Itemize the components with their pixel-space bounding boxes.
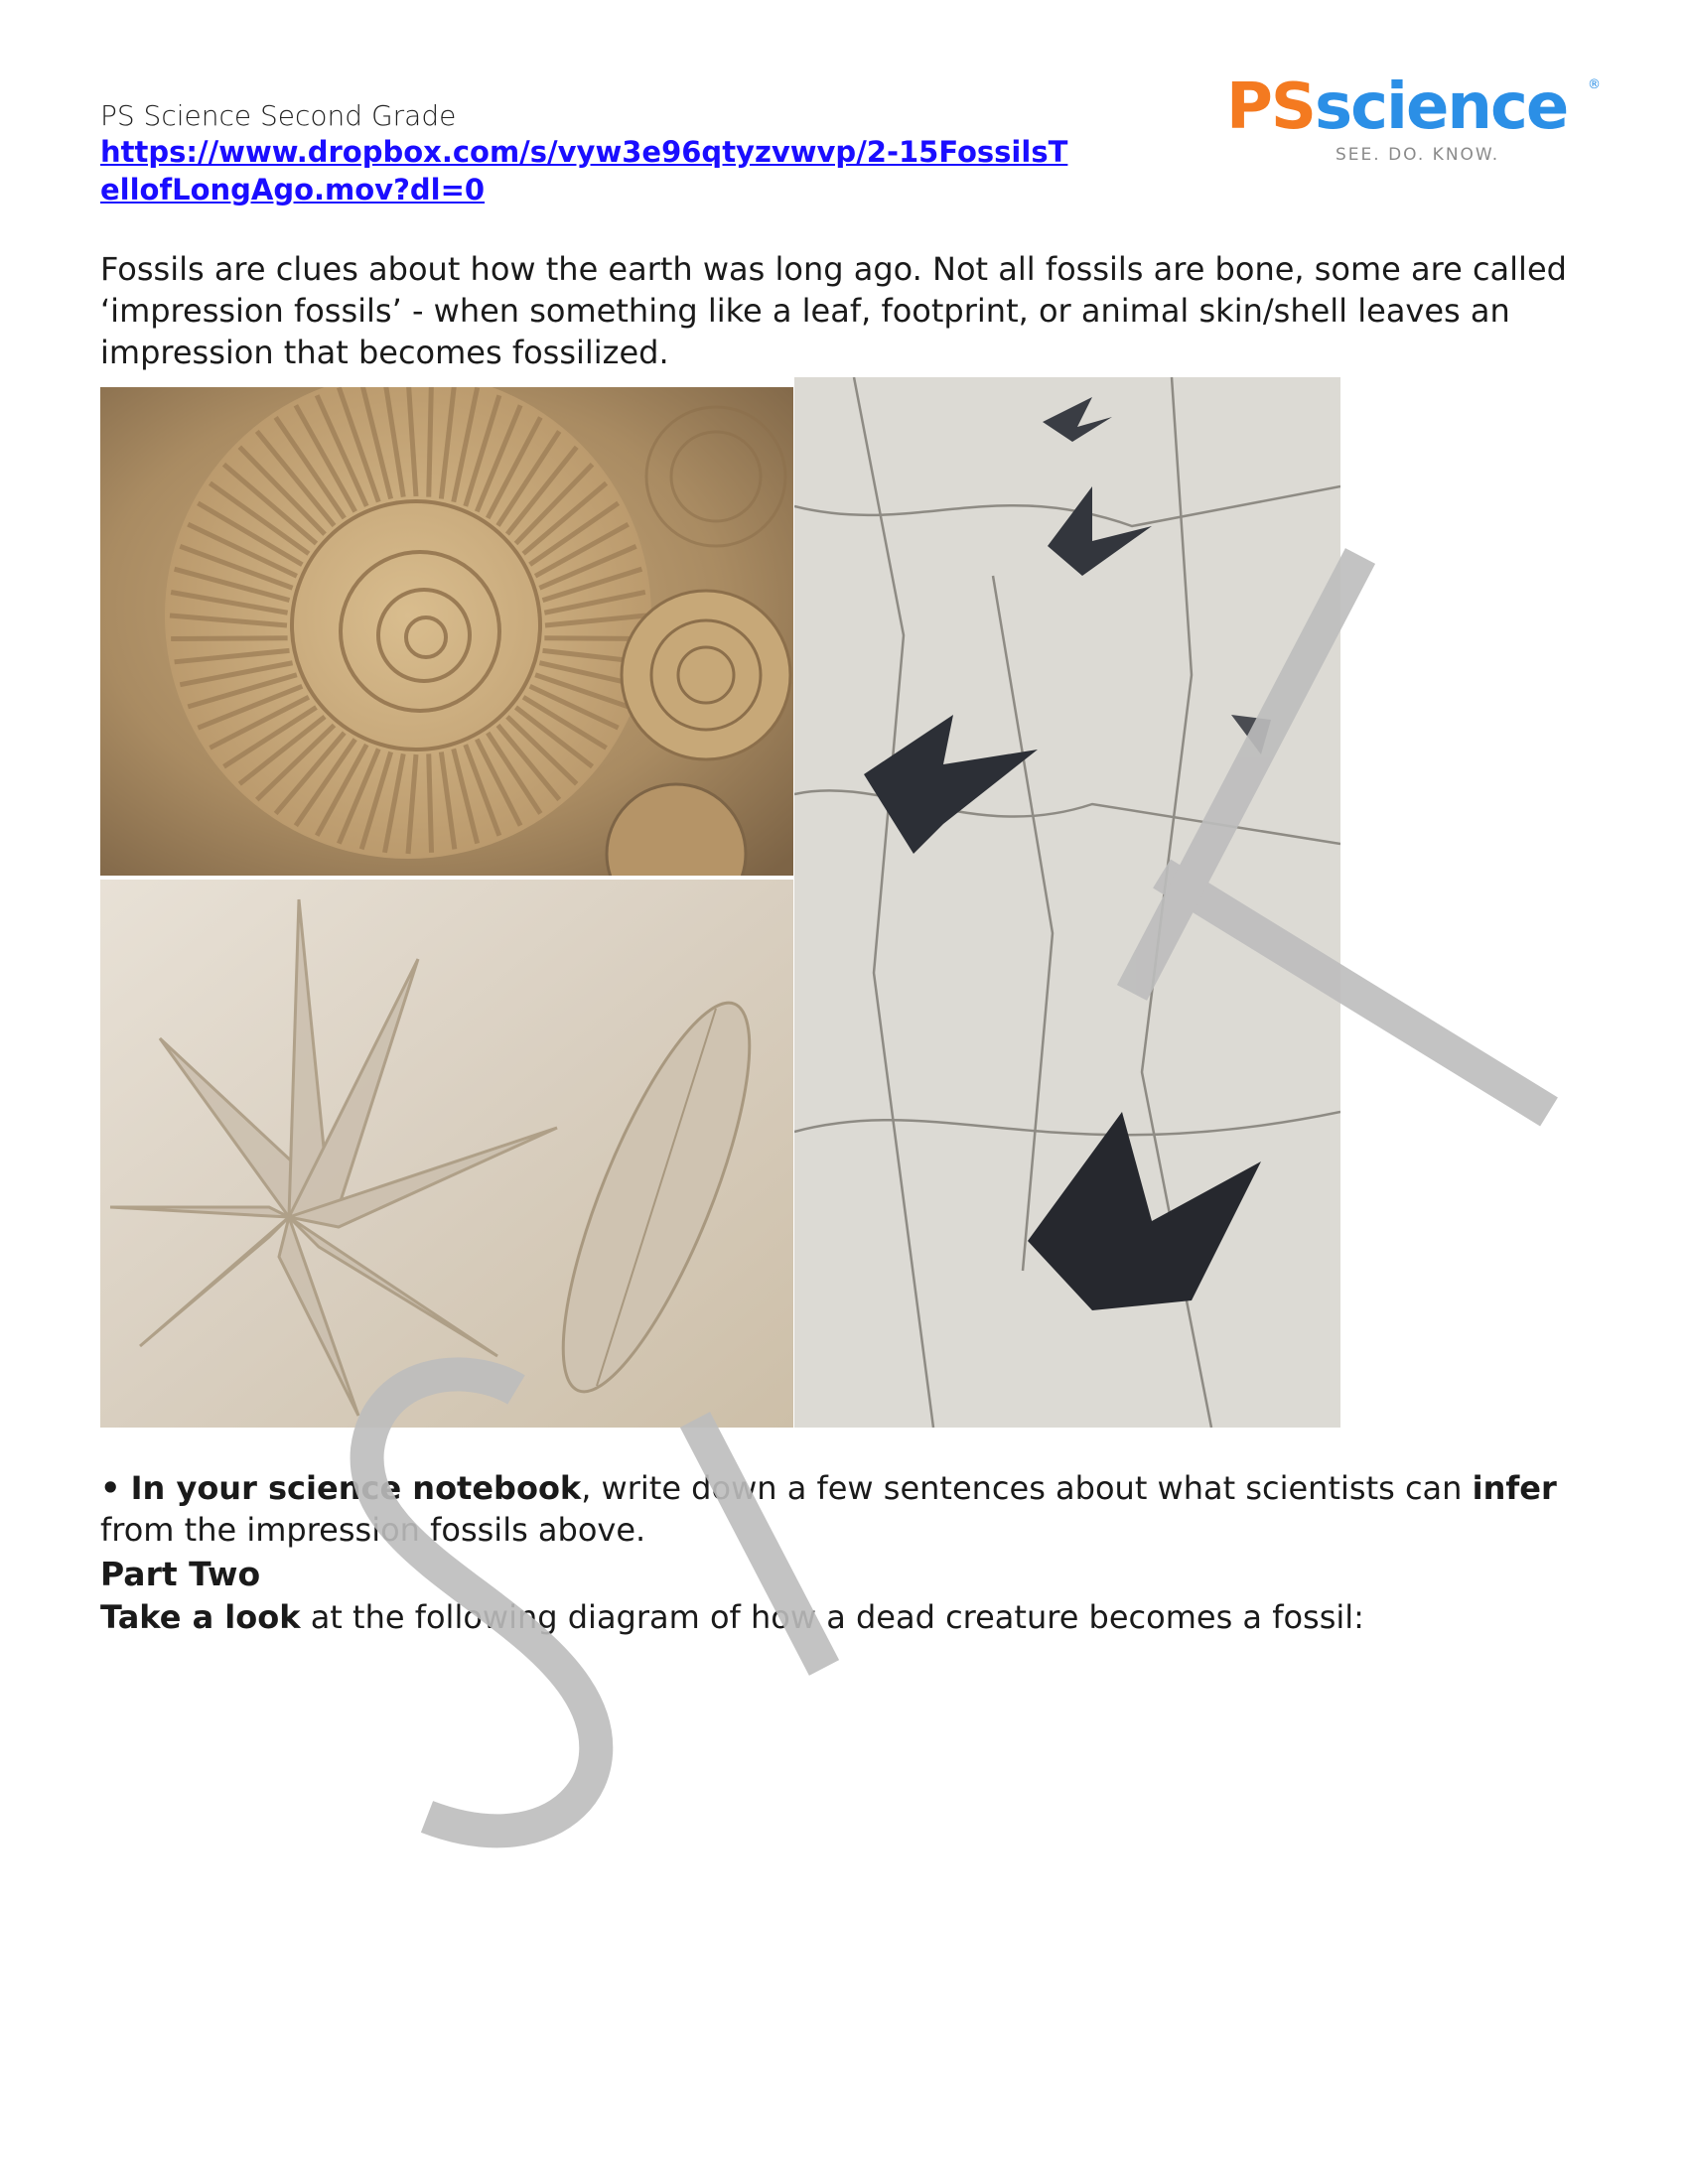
document-subtitle: PS Science Second Grade bbox=[100, 99, 457, 132]
logo-wordmark bbox=[1226, 71, 1604, 143]
ammonite-fossil-photo bbox=[100, 387, 793, 876]
notebook-activity-paragraph bbox=[100, 1467, 1590, 1551]
infer-keyword: infer bbox=[1472, 1469, 1557, 1507]
intro-paragraph: Fossils are clues about how the earth was long ago. Not all fossils are bone, some are called ‘impression fossils’ - when something like a leaf, footprint, or animal skin/shell leaves an impression that becomes fossilized. bbox=[100, 250, 1567, 371]
video-link[interactable]: https://www.dropbox.com/s/vyw3e96qtyzvwvp/2-15FossilsTellofLongAgo.mov?dl=0 bbox=[100, 135, 1068, 206]
ammonite-rib bbox=[171, 638, 287, 639]
logo-ps: PS bbox=[1226, 70, 1315, 144]
psscience-logo bbox=[1226, 71, 1604, 171]
take-look-lead: Take a look bbox=[100, 1598, 301, 1636]
dinosaur-tracks-photo bbox=[794, 377, 1340, 1428]
part-two-heading: Part Two bbox=[100, 1555, 261, 1593]
ammonite-rib bbox=[429, 387, 432, 497]
logo-tagline: SEE. DO. KNOW. bbox=[1336, 145, 1500, 165]
take-look-rest: at the following diagram of how a dead creature becomes a fossil: bbox=[300, 1598, 1364, 1636]
bullet-icon: • bbox=[100, 1469, 121, 1507]
leaf-fossil-photo bbox=[100, 880, 793, 1428]
diagram-instruction bbox=[100, 1596, 1590, 1638]
notebook-lead: In your science notebook bbox=[130, 1469, 582, 1507]
ammonite-rib bbox=[429, 753, 432, 852]
activity-middle-text: , write down a few sentences about what scientists can bbox=[581, 1469, 1473, 1507]
registered-mark: ® bbox=[1588, 77, 1601, 92]
activity-tail-text: from the impression fossils above. bbox=[100, 1511, 646, 1549]
logo-science: science bbox=[1315, 70, 1568, 144]
